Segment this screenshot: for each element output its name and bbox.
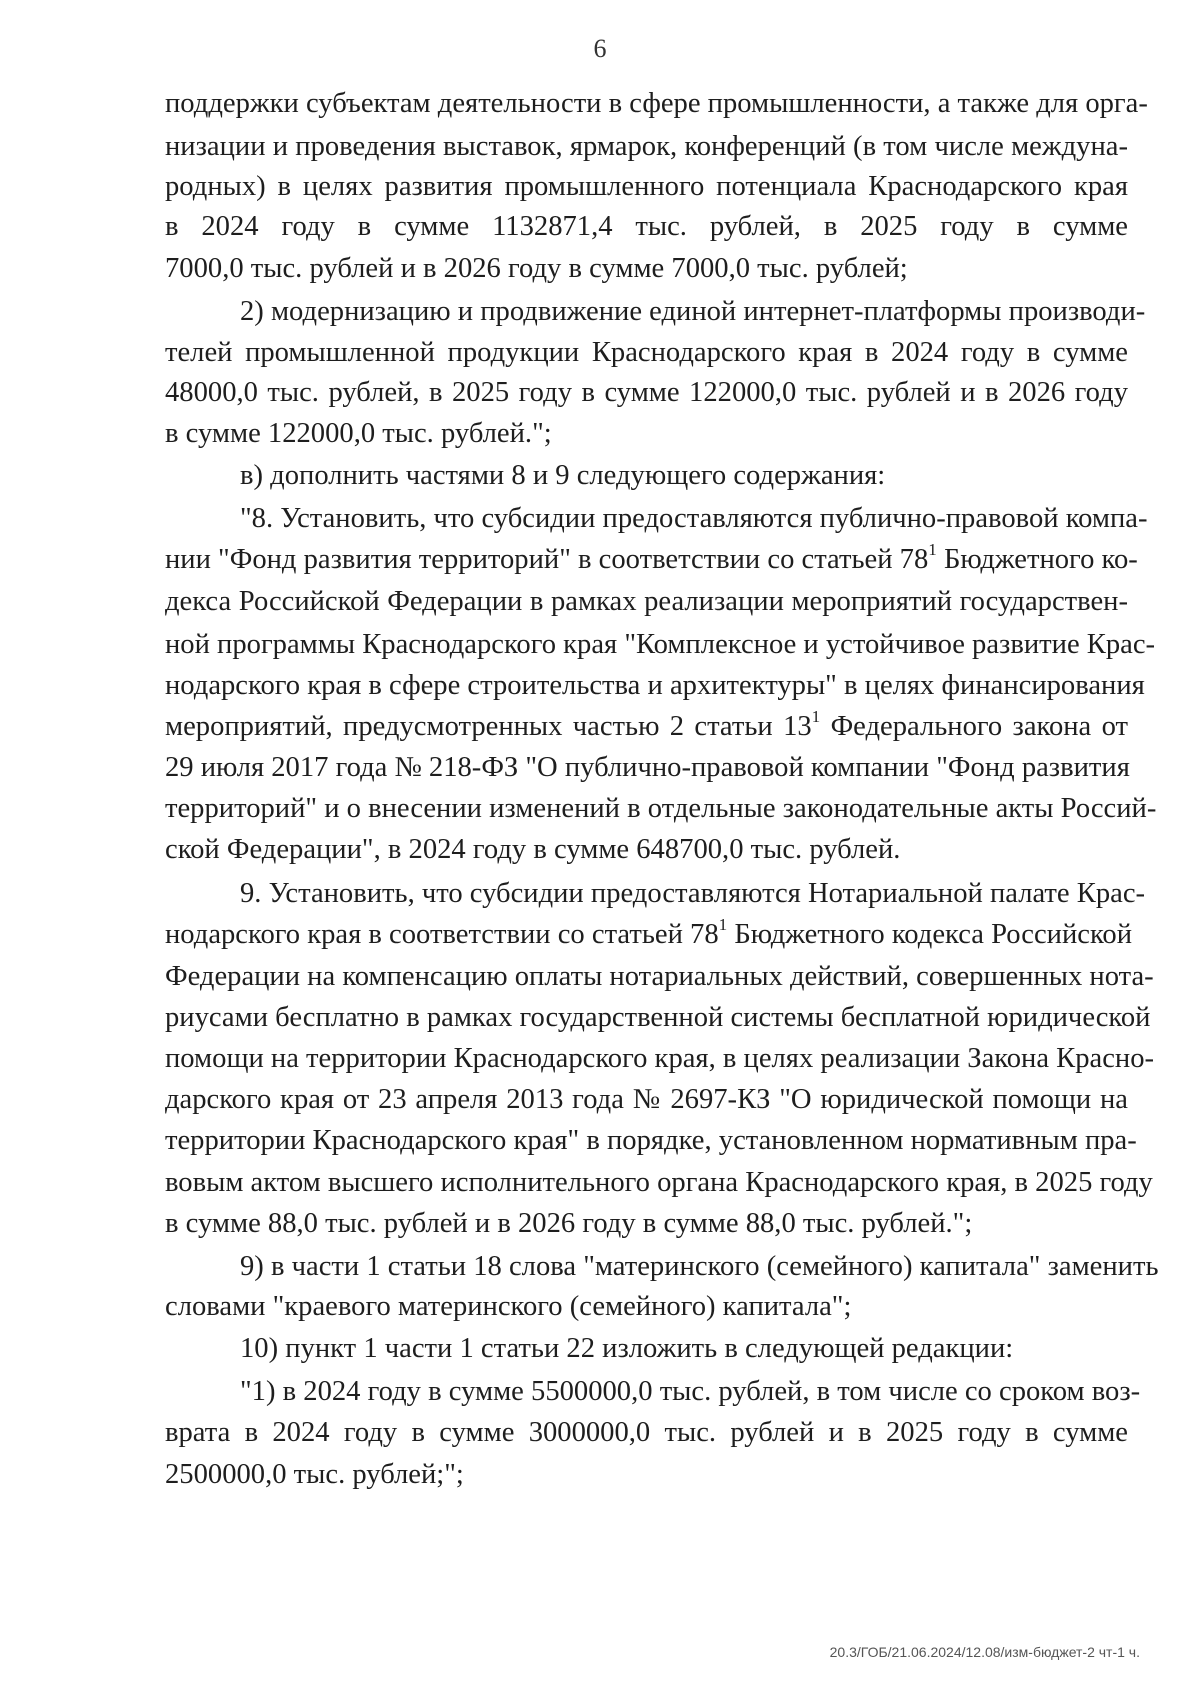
text-line <box>165 164 1128 209</box>
text-line <box>165 954 1154 999</box>
superscript: 1 <box>928 540 937 560</box>
line-text: врата в 2024 году в сумме 3000000,0 тыс. рублей и в 2025 году в сумме <box>165 1417 1128 1448</box>
line-text: "8. Установить, что субсидии предоставляются публично-правовой компа- <box>240 503 1148 534</box>
text-line <box>165 1160 1153 1205</box>
text-line <box>165 1410 1128 1455</box>
text-line <box>165 537 1138 582</box>
line-text: Бюджетного ко- <box>936 544 1138 575</box>
line-text: 9. Установить, что субсидии предоставляются Нотариальной палате Крас- <box>240 878 1146 909</box>
text-line <box>165 786 1157 831</box>
line-text: Федерации на компенсацию оплаты нотариальных действий, совершенных нота- <box>165 961 1154 992</box>
line-text: 29 июля 2017 года № 218-ФЗ "О публично-правовой компании "Фонд развития <box>165 752 1130 783</box>
line-text: декса Российской Федерации в рамках реализации мероприятий государствен- <box>165 586 1128 617</box>
line-text: 9) в части 1 статьи 18 слова "материнского (семейного) капитала" заменить <box>240 1251 1159 1282</box>
line-text: словами "краевого материнского (семейного) капитала"; <box>165 1291 852 1322</box>
line-text: 7000,0 тыс. рублей и в 2026 году в сумме 7000,0 тыс. рублей; <box>165 253 908 284</box>
line-text: территорий" и о внесении изменений в отдельные законодательные акты Россий- <box>165 793 1157 824</box>
superscript: 1 <box>718 915 728 935</box>
text-line <box>165 81 1148 126</box>
text-line <box>165 1077 1128 1122</box>
text-line <box>165 995 1151 1040</box>
text-line <box>165 453 1128 498</box>
line-text: поддержки субъектам деятельности в сфере промышленности, а также для орга- <box>165 88 1148 119</box>
text-line <box>165 204 1128 249</box>
line-text: 2) модернизацию и продвижение единой интернет-платформы производи- <box>240 296 1146 327</box>
footer-code: 20.3/ГОБ/21.06.2024/12.08/изм-бюджет-2 чт-1 ч. <box>829 1644 1140 1660</box>
line-text: помощи на территории Краснодарского края, в целях реализации Закона Красно- <box>165 1043 1155 1074</box>
text-line <box>165 496 1148 541</box>
line-text: телей промышленной продукции Краснодарского края в 2024 году в сумме <box>165 337 1128 368</box>
text-line <box>165 1284 1128 1329</box>
superscript: 1 <box>811 707 821 727</box>
text-line <box>165 622 1156 667</box>
line-text: мероприятий, предусмотренных частью 2 статьи 13 <box>165 711 812 742</box>
text-line <box>165 1118 1137 1163</box>
line-text: нодарского края в соответствии со статьей 78 <box>165 919 719 950</box>
line-text: низации и проведения выставок, ярмарок, конференций (в том числе междуна- <box>165 131 1128 162</box>
page-number: 6 <box>593 34 607 63</box>
text-line <box>165 704 1128 749</box>
line-text: Бюджетного кодекса Российской <box>727 919 1132 950</box>
text-line <box>165 579 1128 624</box>
line-text: нии "Фонд развития территорий" в соответствии со статьей 78 <box>165 544 929 575</box>
text-line <box>165 745 1128 790</box>
text-line <box>165 1036 1155 1081</box>
text-line <box>165 411 1128 456</box>
line-text: вовым актом высшего исполнительного органа Краснодарского края, в 2025 году <box>165 1167 1153 1198</box>
text-line <box>165 1201 1128 1246</box>
text-line <box>165 246 1128 291</box>
line-text: территории Краснодарского края" в порядке, установленном нормативным пра- <box>165 1125 1137 1156</box>
line-text: нодарского края в сфере строительства и архитектуры" в целях финансирования <box>165 670 1145 701</box>
text-line <box>165 370 1128 415</box>
line-text: в 2024 году в сумме 1132871,4 тыс. рублей, в 2025 году в сумме <box>165 211 1128 242</box>
line-text: в сумме 122000,0 тыс. рублей."; <box>165 418 552 449</box>
line-text: риусами бесплатно в рамках государственной системы бесплатной юридической <box>165 1002 1151 1033</box>
text-line <box>165 827 1128 872</box>
line-text: в) дополнить частями 8 и 9 следующего содержания: <box>240 460 886 491</box>
line-text: 10) пункт 1 части 1 статьи 22 изложить в следующей редакции: <box>240 1333 1014 1364</box>
line-text: родных) в целях развития промышленного потенциала Краснодарского края <box>165 171 1128 202</box>
line-text: ной программы Краснодарского края "Комплексное и устойчивое развитие Крас- <box>165 629 1156 660</box>
line-text: "1) в 2024 году в сумме 5500000,0 тыс. рублей, в том числе со сроком воз- <box>240 1376 1141 1407</box>
text-line <box>165 1326 1128 1371</box>
line-text: дарского края от 23 апреля 2013 года № 2697-КЗ "О юридической помощи на <box>165 1084 1128 1115</box>
line-text: ской Федерации", в 2024 году в сумме 648700,0 тыс. рублей. <box>165 834 901 865</box>
text-line <box>165 330 1128 375</box>
text-line <box>165 1369 1141 1414</box>
text-line <box>165 1452 1128 1497</box>
text-line <box>165 663 1145 708</box>
text-line <box>165 1244 1159 1289</box>
text-line <box>165 289 1146 334</box>
text-line <box>165 124 1128 169</box>
text-line <box>165 871 1146 916</box>
line-text: в сумме 88,0 тыс. рублей и в 2026 году в сумме 88,0 тыс. рублей."; <box>165 1208 973 1239</box>
line-text: Федерального закона от <box>820 711 1128 742</box>
line-text: 2500000,0 тыс. рублей;"; <box>165 1459 464 1490</box>
text-line <box>165 912 1132 957</box>
line-text: 48000,0 тыс. рублей, в 2025 году в сумме 122000,0 тыс. рублей и в 2026 году <box>165 377 1128 408</box>
